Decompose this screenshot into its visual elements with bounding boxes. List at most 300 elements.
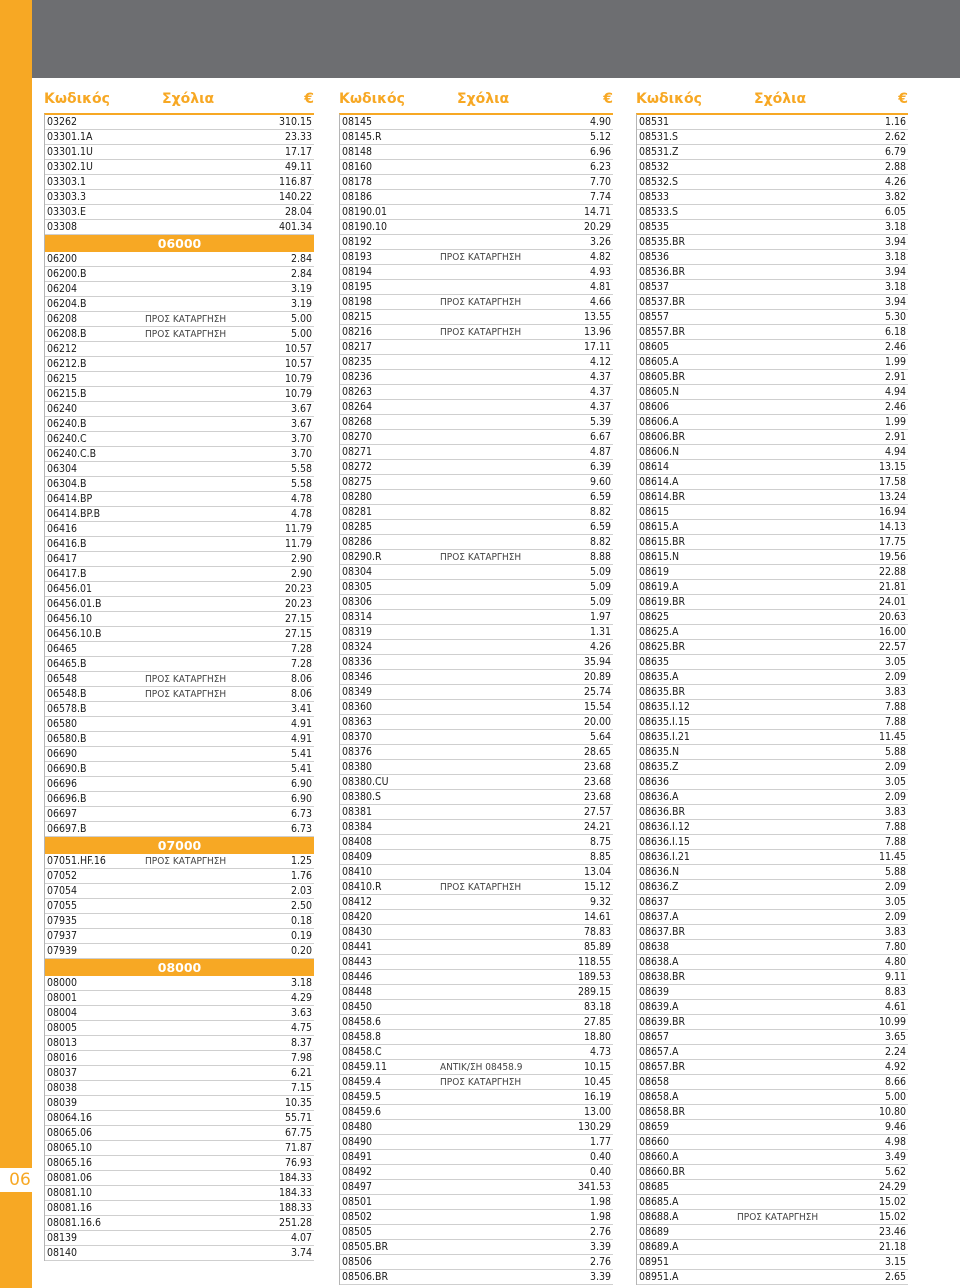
item-price: 1.25 [290, 855, 312, 867]
item-code: 08660.BR [639, 1166, 686, 1178]
item-code: 03301.1U [47, 146, 93, 158]
item-price: 8.66 [884, 1076, 906, 1088]
item-price: 9.60 [589, 476, 611, 488]
item-price: 7.70 [589, 176, 611, 188]
item-price: 20.63 [878, 611, 906, 623]
item-price: 2.46 [884, 401, 906, 413]
table-row [45, 869, 314, 884]
table-row [45, 792, 314, 807]
item-code: 08557.BR [639, 326, 686, 338]
table-row [340, 1270, 613, 1285]
item-code: 08625 [639, 611, 670, 623]
table-row [45, 717, 314, 732]
item-code: 08441 [342, 941, 373, 953]
item-price: 10.80 [878, 1106, 906, 1118]
item-note: ΠΡΟΣ ΚΑΤΑΡΓΗΣΗ [440, 296, 522, 308]
item-code: 08615.A [639, 521, 679, 533]
item-code: 08505.BR [342, 1241, 389, 1253]
item-price: 20.23 [284, 598, 312, 610]
item-price: 13.15 [878, 461, 906, 473]
table-row [340, 505, 613, 520]
item-note: ΠΡΟΣ ΚΑΤΑΡΓΗΣΗ [737, 1211, 819, 1223]
item-price: 10.35 [284, 1097, 312, 1109]
table-row [45, 145, 314, 160]
table-row [340, 580, 613, 595]
item-price: 22.88 [878, 566, 906, 578]
table-row [340, 880, 613, 895]
item-code: 08285 [342, 521, 373, 533]
item-code: 07937 [47, 930, 78, 942]
item-price: 4.12 [589, 356, 611, 368]
item-note: ΠΡΟΣ ΚΑΤΑΡΓΗΣΗ [440, 251, 522, 263]
item-code: 08272 [342, 461, 373, 473]
item-price: 5.41 [290, 748, 312, 760]
item-price: 6.05 [884, 206, 906, 218]
item-price: 0.40 [589, 1151, 611, 1163]
item-code: 07939 [47, 945, 78, 957]
item-price: 4.81 [589, 281, 611, 293]
item-price: 2.62 [884, 131, 906, 143]
item-code: 06417 [47, 553, 78, 565]
table-row [340, 205, 613, 220]
item-price: 130.29 [577, 1121, 611, 1133]
item-price: 4.29 [290, 992, 312, 1004]
table-row [637, 820, 908, 835]
table-row [637, 790, 908, 805]
table-row [45, 672, 314, 687]
item-price: 15.12 [583, 881, 611, 893]
item-price: 14.71 [583, 206, 611, 218]
item-price: 1.97 [589, 611, 611, 623]
table-row [637, 145, 908, 160]
item-code: 03301.1A [47, 131, 93, 143]
table-row [45, 822, 314, 837]
item-code: 08639.BR [639, 1016, 686, 1028]
table-row [340, 1030, 613, 1045]
item-price: 2.88 [884, 161, 906, 173]
item-code: 08658 [639, 1076, 670, 1088]
item-code: 07935 [47, 915, 78, 927]
item-code: 08409 [342, 851, 373, 863]
table-row [340, 1015, 613, 1030]
item-code: 06456.10 [47, 613, 93, 625]
table-row [340, 1045, 613, 1060]
item-price: 4.98 [884, 1136, 906, 1148]
item-code: 08638.BR [639, 971, 686, 983]
item-code: 06416 [47, 523, 78, 535]
item-price: 14.61 [583, 911, 611, 923]
item-code: 08380 [342, 761, 373, 773]
item-code: 08450 [342, 1001, 373, 1013]
item-price: 2.91 [884, 431, 906, 443]
item-price: 3.83 [884, 806, 906, 818]
table-row [637, 940, 908, 955]
item-code: 06204 [47, 283, 78, 295]
table-row [340, 400, 613, 415]
item-code: 08625.A [639, 626, 679, 638]
table-row [45, 1021, 314, 1036]
item-price: 10.15 [583, 1061, 611, 1073]
item-code: 08635.I.15 [639, 716, 690, 728]
item-code: 08410 [342, 866, 373, 878]
table-row [637, 445, 908, 460]
item-code: 08636.BR [639, 806, 686, 818]
item-code: 08458.6 [342, 1016, 382, 1028]
item-code: 06416.B [47, 538, 87, 550]
item-price: 8.75 [589, 836, 611, 848]
item-price: 251.28 [278, 1217, 312, 1229]
table-row [45, 115, 314, 130]
item-code: 08420 [342, 911, 373, 923]
item-price: 341.53 [577, 1181, 611, 1193]
table-row [637, 775, 908, 790]
table-row [340, 610, 613, 625]
item-price: 3.39 [589, 1271, 611, 1283]
table-row [637, 355, 908, 370]
item-code: 06548.B [47, 688, 87, 700]
item-price: 11.45 [878, 731, 906, 743]
item-code: 08380.CU [342, 776, 389, 788]
item-price: 2.03 [290, 885, 312, 897]
item-code: 08658.BR [639, 1106, 686, 1118]
item-price: 2.76 [589, 1256, 611, 1268]
item-code: 08606.BR [639, 431, 686, 443]
table-row [637, 925, 908, 940]
item-price: 4.73 [589, 1046, 611, 1058]
item-price: 28.65 [583, 746, 611, 758]
item-price: 2.09 [884, 671, 906, 683]
item-price: 3.83 [884, 686, 906, 698]
item-code: 08314 [342, 611, 373, 623]
header-code: Κωδικός [636, 91, 702, 107]
item-price: 17.75 [878, 536, 906, 548]
table-row [45, 929, 314, 944]
table-row [340, 820, 613, 835]
item-code: 08635.A [639, 671, 679, 683]
item-price: 17.58 [878, 476, 906, 488]
item-code: 03262 [47, 116, 78, 128]
item-code: 08636.N [639, 866, 680, 878]
item-code: 08497 [342, 1181, 373, 1193]
table-row [340, 430, 613, 445]
table-row [340, 220, 613, 235]
table-row [637, 175, 908, 190]
item-price: 8.82 [589, 536, 611, 548]
table-row [340, 550, 613, 565]
item-price: 2.46 [884, 341, 906, 353]
table-row [637, 880, 908, 895]
item-code: 08190.01 [342, 206, 388, 218]
item-code: 08615.N [639, 551, 680, 563]
item-note: ΠΡΟΣ ΚΑΤΑΡΓΗΣΗ [145, 328, 227, 340]
table-row [340, 625, 613, 640]
item-price: 310.15 [278, 116, 312, 128]
item-price: 0.20 [290, 945, 312, 957]
table-row [637, 115, 908, 130]
table-row [340, 640, 613, 655]
table-row [45, 1096, 314, 1111]
item-price: 7.88 [884, 701, 906, 713]
table-row [45, 447, 314, 462]
table-row [637, 700, 908, 715]
table-row [45, 190, 314, 205]
item-code: 08657 [639, 1031, 670, 1043]
item-code: 08480 [342, 1121, 373, 1133]
table-row [637, 1000, 908, 1015]
table-row [45, 1156, 314, 1171]
table-row [340, 865, 613, 880]
table-row [45, 1171, 314, 1186]
item-code: 06304 [47, 463, 78, 475]
item-price: 1.16 [884, 116, 906, 128]
table-row [637, 1150, 908, 1165]
item-code: 08605.A [639, 356, 679, 368]
table-row [637, 640, 908, 655]
table-row [340, 1120, 613, 1135]
table-row [637, 415, 908, 430]
item-code: 08657.BR [639, 1061, 686, 1073]
item-price: 6.73 [290, 808, 312, 820]
table-row [637, 1030, 908, 1045]
item-code: 08532.S [639, 176, 679, 188]
item-code: 08217 [342, 341, 373, 353]
item-price: 5.00 [884, 1091, 906, 1103]
item-code: 08216 [342, 326, 373, 338]
item-code: 08637.BR [639, 926, 686, 938]
item-price: 4.26 [884, 176, 906, 188]
item-code: 08268 [342, 416, 373, 428]
item-price: 6.21 [290, 1067, 312, 1079]
table-row [45, 914, 314, 929]
item-code: 03308 [47, 221, 78, 233]
table-row [45, 1111, 314, 1126]
item-code: 08459.4 [342, 1076, 382, 1088]
item-price: 3.18 [884, 251, 906, 263]
table-row [45, 642, 314, 657]
item-price: 6.96 [589, 146, 611, 158]
item-price: 1.99 [884, 356, 906, 368]
item-code: 08506 [342, 1256, 373, 1268]
table-row [637, 910, 908, 925]
item-price: 7.80 [884, 941, 906, 953]
table-row [637, 310, 908, 325]
table-row [340, 760, 613, 775]
table-row [637, 1255, 908, 1270]
item-code: 06414.BP [47, 493, 93, 505]
item-code: 08506.BR [342, 1271, 389, 1283]
table-row [637, 475, 908, 490]
item-code: 08658.A [639, 1091, 679, 1103]
item-code: 08501 [342, 1196, 373, 1208]
item-code: 06690.B [47, 763, 87, 775]
item-code: 08458.8 [342, 1031, 382, 1043]
table-row [45, 1246, 314, 1261]
item-price: 2.09 [884, 761, 906, 773]
table-row [340, 715, 613, 730]
item-price: 19.56 [878, 551, 906, 563]
item-code: 08039 [47, 1097, 78, 1109]
table-row [340, 355, 613, 370]
table-row [637, 280, 908, 295]
rows [44, 113, 314, 1261]
table-row [340, 595, 613, 610]
table-row [340, 235, 613, 250]
item-price: 5.58 [290, 463, 312, 475]
table-row [340, 775, 613, 790]
header-note: Σχόλια [754, 91, 807, 107]
rows [636, 113, 908, 1285]
table-row [637, 850, 908, 865]
table-row [45, 312, 314, 327]
item-code: 08615 [639, 506, 670, 518]
item-code: 08533 [639, 191, 670, 203]
item-note: ΠΡΟΣ ΚΑΤΑΡΓΗΣΗ [145, 688, 227, 700]
item-price: 188.33 [278, 1202, 312, 1214]
table-row [45, 567, 314, 582]
table-row [340, 1165, 613, 1180]
item-code: 08636.A [639, 791, 679, 803]
table-row [45, 537, 314, 552]
table-row [45, 342, 314, 357]
table-row [45, 597, 314, 612]
item-price: 4.92 [884, 1061, 906, 1073]
item-price: 9.46 [884, 1121, 906, 1133]
item-code: 08360 [342, 701, 373, 713]
item-code: 08198 [342, 296, 373, 308]
item-price: 11.79 [284, 523, 312, 535]
item-code: 06200.B [47, 268, 87, 280]
item-code: 06212.B [47, 358, 87, 370]
item-price: 6.23 [589, 161, 611, 173]
item-code: 06690 [47, 748, 78, 760]
item-price: 2.50 [290, 900, 312, 912]
table-row [340, 1090, 613, 1105]
item-price: 2.90 [290, 553, 312, 565]
item-code: 08286 [342, 536, 373, 548]
item-price: 27.15 [284, 613, 312, 625]
item-code: 06200 [47, 253, 78, 265]
item-price: 3.18 [884, 221, 906, 233]
item-code: 08659 [639, 1121, 670, 1133]
item-code: 08363 [342, 716, 373, 728]
item-price: 10.79 [284, 388, 312, 400]
item-code: 06212 [47, 343, 78, 355]
table-row [637, 1060, 908, 1075]
item-price: 4.78 [290, 493, 312, 505]
table-row [45, 777, 314, 792]
item-code: 08380.S [342, 791, 382, 803]
item-code: 08606.N [639, 446, 680, 458]
table-row [637, 520, 908, 535]
item-code: 06414.BP.B [47, 508, 101, 520]
item-price: 27.57 [583, 806, 611, 818]
table-row [637, 505, 908, 520]
item-price: 3.83 [884, 926, 906, 938]
item-price: 3.05 [884, 776, 906, 788]
item-price: 3.70 [290, 433, 312, 445]
item-code: 08410.R [342, 881, 382, 893]
table-row [45, 884, 314, 899]
table-row [45, 702, 314, 717]
item-price: 3.26 [589, 236, 611, 248]
table-row [637, 340, 908, 355]
table-row [637, 460, 908, 475]
item-price: 14.13 [878, 521, 906, 533]
table-row [45, 432, 314, 447]
item-code: 08190.10 [342, 221, 388, 233]
item-price: 85.89 [583, 941, 611, 953]
item-code: 08614 [639, 461, 670, 473]
table-row [637, 970, 908, 985]
item-code: 07055 [47, 900, 78, 912]
table-row [45, 1216, 314, 1231]
item-price: 5.09 [589, 581, 611, 593]
table-row [340, 910, 613, 925]
item-price: 3.15 [884, 1256, 906, 1268]
item-code: 08636.Z [639, 881, 679, 893]
table-row [340, 955, 613, 970]
table-row [45, 492, 314, 507]
item-code: 08160 [342, 161, 373, 173]
table-row [637, 610, 908, 625]
item-code: 08194 [342, 266, 373, 278]
item-code: 08443 [342, 956, 373, 968]
table-row [340, 445, 613, 460]
item-code: 08639 [639, 986, 670, 998]
table-row [340, 730, 613, 745]
item-price: 10.57 [284, 358, 312, 370]
item-price: 0.40 [589, 1166, 611, 1178]
item-code: 08065.16 [47, 1157, 93, 1169]
table-row [637, 400, 908, 415]
item-price: 2.90 [290, 568, 312, 580]
item-code: 06304.B [47, 478, 87, 490]
item-note: ΠΡΟΣ ΚΑΤΑΡΓΗΣΗ [440, 881, 522, 893]
table-row [637, 385, 908, 400]
item-code: 08324 [342, 641, 373, 653]
table-row [45, 252, 314, 267]
table-row [637, 865, 908, 880]
item-price: 1.98 [589, 1211, 611, 1223]
item-price: 8.88 [589, 551, 611, 563]
item-code: 08235 [342, 356, 373, 368]
table-row [637, 1105, 908, 1120]
table-row [45, 747, 314, 762]
item-code: 08689.A [639, 1241, 679, 1253]
item-price: 140.22 [278, 191, 312, 203]
item-code: 06580.B [47, 733, 87, 745]
item-price: 78.83 [583, 926, 611, 938]
table-row [45, 1231, 314, 1246]
item-code: 08685.A [639, 1196, 679, 1208]
item-code: 08001 [47, 992, 78, 1004]
item-price: 2.76 [589, 1226, 611, 1238]
table-row [45, 991, 314, 1006]
item-code: 06240.C.B [47, 448, 97, 460]
item-code: 08535.BR [639, 236, 686, 248]
table-row [340, 685, 613, 700]
item-code: 07051.HF.16 [47, 855, 106, 867]
item-code: 08081.10 [47, 1187, 93, 1199]
item-price: 189.53 [577, 971, 611, 983]
table-row [45, 175, 314, 190]
item-price: 6.39 [589, 461, 611, 473]
table-row [637, 715, 908, 730]
table-row [637, 1180, 908, 1195]
table-row [45, 1036, 314, 1051]
item-code: 06456.10.B [47, 628, 102, 640]
item-code: 08685 [639, 1181, 670, 1193]
